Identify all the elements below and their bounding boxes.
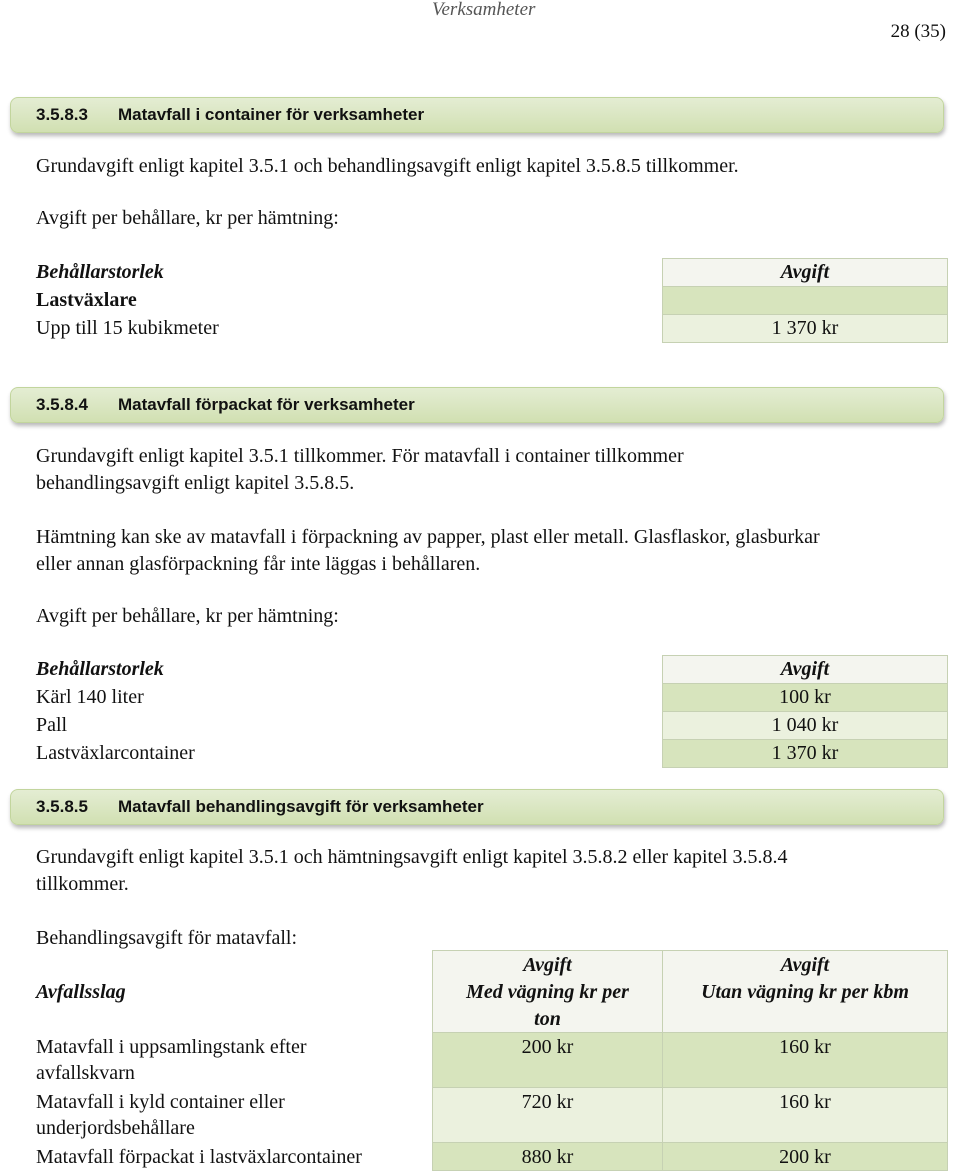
table-3-cell-without-weighing bbox=[662, 1032, 948, 1088]
cell-value: 160 kr bbox=[779, 1091, 831, 1113]
table-2-value-cell: 1 040 kr bbox=[662, 711, 948, 740]
table-3-header-with-weighing bbox=[432, 950, 663, 1033]
table-3-row-label: Matavfall i kyld container eller bbox=[36, 1091, 285, 1113]
section-title: Matavfall behandlingsavgift för verksamheter bbox=[118, 797, 484, 816]
table-3-header-without-weighing bbox=[662, 950, 948, 1033]
cell-value: 880 kr bbox=[521, 1146, 574, 1168]
paragraph-line: Avgift per behållare, kr per hämtning: bbox=[36, 207, 339, 229]
running-header: Verksamheter bbox=[432, 0, 536, 20]
section-title: Matavfall förpackat för verksamheter bbox=[118, 395, 415, 414]
header-line: ton bbox=[534, 1008, 561, 1030]
table-1-row-label: Upp till 15 kubikmeter bbox=[36, 317, 219, 339]
table-3-cell-with-weighing bbox=[432, 1142, 663, 1171]
header-line: Avgift bbox=[523, 954, 572, 976]
table-1-value-cell-empty bbox=[662, 286, 948, 315]
table-1-row-label: Lastväxlare bbox=[36, 289, 137, 311]
table-3-row-label: avfallskvarn bbox=[36, 1062, 135, 1084]
paragraph-line: Grundavgift enligt kapitel 3.5.1 och behandlingsavgift enligt kapitel 3.5.8.5 tillkommer. bbox=[36, 155, 739, 177]
table-2-row-label: Lastväxlarcontainer bbox=[36, 742, 195, 764]
table-2-row-label: Kärl 140 liter bbox=[36, 686, 144, 708]
paragraph-line: Hämtning kan ske av matavfall i förpackning av papper, plast eller metall. Glasflaskor, glasburkar bbox=[36, 526, 820, 548]
cell-value: 200 kr bbox=[521, 1036, 574, 1058]
table-3-row-label: Matavfall förpackat i lastväxlarcontainer bbox=[36, 1146, 362, 1168]
paragraph-line: behandlingsavgift enligt kapitel 3.5.8.5. bbox=[36, 472, 355, 494]
table-2-row-label: Pall bbox=[36, 714, 68, 736]
paragraph-line: Avgift per behållare, kr per hämtning: bbox=[36, 605, 339, 627]
table-2-value-cell: 1 370 kr bbox=[662, 739, 948, 768]
table-2-value-header: Avgift bbox=[662, 655, 948, 684]
paragraph-line: tillkommer. bbox=[36, 873, 129, 895]
section-heading-3-5-8-3 bbox=[10, 97, 944, 133]
table-1-value-header: Avgift bbox=[662, 258, 948, 287]
section-number: 3.5.8.3 bbox=[36, 105, 88, 124]
table-1-value-cell: 1 370 kr bbox=[662, 314, 948, 343]
table-3-row-label: Matavfall i uppsamlingstank efter bbox=[36, 1036, 307, 1058]
cell-value: 720 kr bbox=[521, 1091, 574, 1113]
paragraph-line: Grundavgift enligt kapitel 3.5.1 och hämtningsavgift enligt kapitel 3.5.8.2 eller kapitel 3.5.8.4 bbox=[36, 846, 788, 868]
section-number: 3.5.8.4 bbox=[36, 395, 88, 414]
table-3-label-header: Avfallsslag bbox=[36, 981, 126, 1003]
cell-value: 160 kr bbox=[779, 1036, 831, 1058]
table-3-row-label: underjordsbehållare bbox=[36, 1117, 195, 1139]
paragraph-line: Grundavgift enligt kapitel 3.5.1 tillkommer. För matavfall i container tillkommer bbox=[36, 445, 684, 467]
paragraph-line: eller annan glasförpackning får inte läggas i behållaren. bbox=[36, 553, 481, 575]
table-1-label-header: Behållarstorlek bbox=[36, 261, 164, 283]
paragraph-line: Behandlingsavgift för matavfall: bbox=[36, 927, 298, 949]
cell-value: 200 kr bbox=[779, 1146, 831, 1168]
table-3-cell-without-weighing bbox=[662, 1087, 948, 1143]
table-3-cell-without-weighing bbox=[662, 1142, 948, 1171]
section-number: 3.5.8.5 bbox=[36, 797, 88, 816]
table-2-value-cell: 100 kr bbox=[662, 683, 948, 712]
table-3-cell-with-weighing bbox=[432, 1032, 663, 1088]
page-number: 28 (35) bbox=[890, 21, 946, 42]
section-title: Matavfall i container för verksamheter bbox=[118, 105, 425, 124]
header-line: Avgift bbox=[780, 954, 830, 976]
header-line: Utan vägning kr per kbm bbox=[701, 981, 909, 1003]
header-line: Med vägning kr per bbox=[466, 981, 629, 1003]
section-heading-3-5-8-4 bbox=[10, 387, 944, 423]
table-3-cell-with-weighing bbox=[432, 1087, 663, 1143]
table-2-label-header: Behållarstorlek bbox=[36, 658, 164, 680]
section-heading-3-5-8-5 bbox=[10, 789, 944, 825]
